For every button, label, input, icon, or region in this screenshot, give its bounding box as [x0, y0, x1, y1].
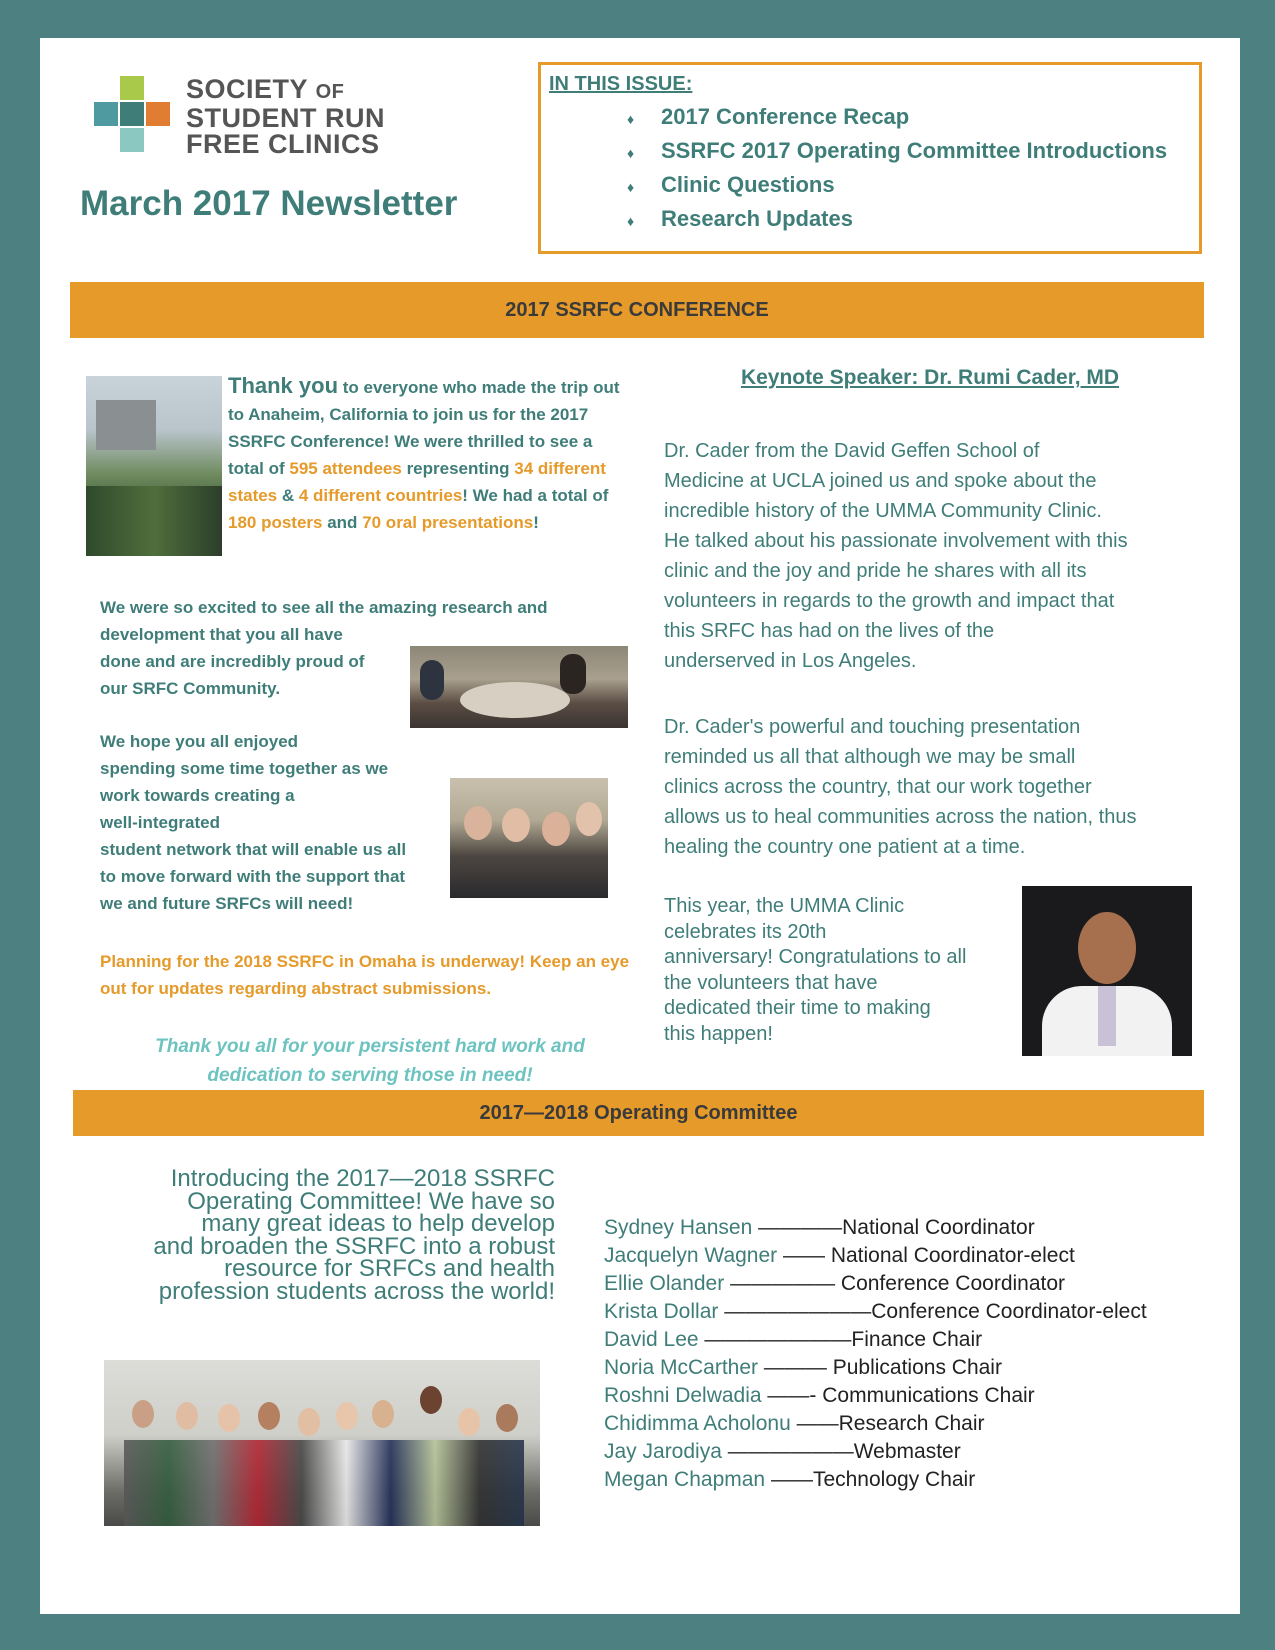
roster-row: Sydney Hansen ————National Coordinator [604, 1216, 1035, 1239]
diamond-bullet-icon: ♦ [627, 111, 635, 127]
keynote-para-3: This year, the UMMA Clinic celebrates its 20th anniversary! Congratulations to all the volunteers that have dedicated their time to making this happen! [664, 895, 967, 1045]
conference-table-photo [410, 646, 628, 728]
conference-intro: Thank you to everyone who made the trip out to Anaheim, California to join us for the 2017 SSRFC Conference! We were thrilled to see a total of 595 attendees representing 34 different states & 4 different countries! We had a total of 180 posters and 70 oral presentations! [228, 373, 620, 532]
committee-group-photo [104, 1360, 540, 1526]
keynote-para-2: Dr. Cader's powerful and touching presentation reminded us all that although we may be small clinics across the country, that our work together allows us to heal communities across the nation, thus healing the country one patient at a time. [664, 716, 1137, 858]
planning-note: Planning for the 2018 SSRFC in Omaha is underway! Keep an eye out for updates regarding abstract submissions. [100, 952, 630, 998]
issue-item[interactable]: ♦ Research Updates [627, 203, 1167, 237]
conference-selfie-photo [450, 778, 608, 898]
keynote-para-1: Dr. Cader from the David Geffen School of Medicine at UCLA joined us and spoke about the incredible history of the UMMA Community Clinic. He talked about his passionate involvement with this clinic and the joy and pride he shares with all its volunteers in regards to the growth and impact that this SRFC has had on the lives of the underserved in Los Angeles. [664, 440, 1128, 672]
conference-research-para: We were so excited to see all the amazing research and development that you all have done and are incredibly proud of our SRFC Community. [100, 598, 548, 698]
issue-item[interactable]: ♦ Clinic Questions [627, 169, 1167, 203]
committee-intro: Introducing the 2017—2018 SSRFC Operating Committee! We have so many great ideas to help develop and broaden the SSRFC into a robust resource for SRFCs and health profession students across the world! [153, 1165, 555, 1305]
roster-row: Noria McCarther ——— Publications Chair [604, 1356, 1002, 1379]
committee-banner: 2017—2018 Operating Committee [73, 1090, 1204, 1136]
roster-row: Megan Chapman ——Technology Chair [604, 1468, 976, 1491]
in-this-issue-box [538, 62, 1202, 254]
roster-row: Roshni Delwadia ——- Communications Chair [604, 1384, 1035, 1407]
diamond-bullet-icon: ♦ [627, 213, 635, 229]
anaheim-photo [86, 376, 222, 556]
issue-item[interactable]: ♦ 2017 Conference Recap [627, 101, 1167, 135]
diamond-bullet-icon: ♦ [627, 145, 635, 161]
logo-wordmark: SOCIETY OF STUDENT RUN FREE CLINICS [186, 74, 385, 159]
roster-row: Ellie Olander ————— Conference Coordinator [604, 1272, 1066, 1295]
roster-row: Chidimma Acholonu ——Research Chair [604, 1412, 985, 1435]
committee-roster [604, 1216, 1224, 1506]
issue-item[interactable]: ♦ SSRFC 2017 Operating Committee Introductions [627, 135, 1167, 169]
roster-row: Krista Dollar ———————Conference Coordinator-elect [604, 1300, 1147, 1323]
roster-row: Jay Jarodiya ——————Webmaster [604, 1440, 961, 1463]
ssrfc-logo-icon [94, 76, 174, 156]
dr-cader-portrait [1022, 886, 1192, 1056]
issue-heading: IN THIS ISSUE: [549, 73, 693, 95]
thanks-note: Thank you all for your persistent hard work and dedication to serving those in need! [155, 1036, 585, 1086]
diamond-bullet-icon: ♦ [627, 179, 635, 195]
newsletter-title: March 2017 Newsletter [80, 184, 458, 223]
roster-row: David Lee ———————Finance Chair [604, 1328, 983, 1351]
conference-network-para: We hope you all enjoyed spending some time together as we work towards creating a well-integrated student network that will enable us all to move forward with the support that we and future SRFCs will need! [100, 732, 407, 913]
roster-row: Jacquelyn Wagner —— National Coordinator-elect [604, 1244, 1075, 1267]
keynote-heading: Keynote Speaker: Dr. Rumi Cader, MD [740, 366, 1120, 389]
issue-list [627, 101, 1167, 237]
conference-banner: 2017 SSRFC CONFERENCE [70, 282, 1204, 338]
